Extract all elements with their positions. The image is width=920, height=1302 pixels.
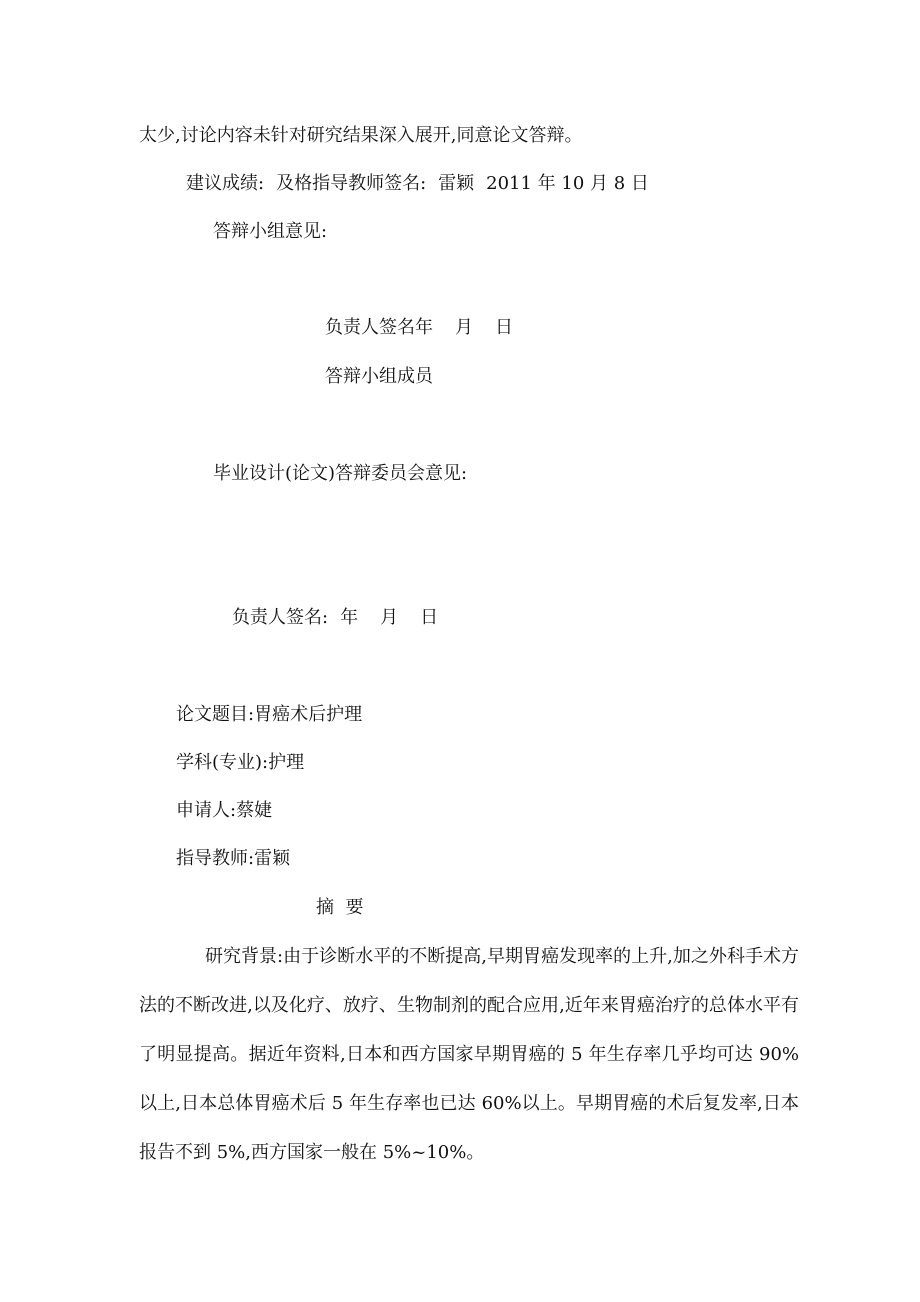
committee-day: 日 — [420, 607, 439, 628]
thesis-subject: 学科(专业):护理 — [176, 752, 305, 773]
advisor-sign-label: 指导教师签名: — [312, 173, 427, 194]
committee-leader-sign-line — [232, 606, 438, 630]
committee-month: 月 — [380, 607, 399, 628]
defense-group-month: 月 — [455, 317, 473, 338]
defense-group-opinion-label: 答辩小组意见: — [213, 221, 328, 242]
abstract-paragraph: 研究背景:由于诊断水平的不断提高,早期胃癌发现率的上升,加之外科手术方法的不断改进,以及化疗、放疗、生物制剂的配合应用,近年来胃癌治疗的总体水平有了明显提高。据近年资料,日本和西方国家早期胃癌的 5 年生存率几乎均可达 90%以上,日本总体胃癌术后 5 年生存率也已达 60%以上。早期胃癌的术后复发率,日本报告不到 5%,西方国家一般在 5%~10%。 — [139, 946, 799, 1163]
review-date: 2011 年 10 月 8 日 — [486, 173, 649, 194]
review-continuation-text: 太少,讨论内容未针对研究结果深入展开,同意论文答辩。 — [139, 125, 583, 146]
thesis-applicant: 申请人:蔡婕 — [176, 800, 273, 821]
thesis-title: 论文题目:胃癌术后护理 — [176, 704, 363, 725]
defense-group-leader-sign-line — [325, 316, 513, 340]
grade-line — [186, 172, 649, 196]
advisor-name: 雷颖 — [438, 173, 475, 194]
thesis-advisor: 指导教师:雷颖 — [176, 848, 291, 869]
committee-opinion-label: 毕业设计(论文)答辩委员会意见: — [213, 463, 468, 484]
committee-leader-sign: 负责人签名: — [232, 607, 329, 628]
committee-year: 年 — [340, 607, 359, 628]
defense-group-members-label: 答辩小组成员 — [325, 366, 433, 387]
grade-label: 建议成绩: — [186, 173, 265, 194]
abstract-heading: 摘 要 — [316, 897, 364, 918]
defense-group-leader-sign: 负责人签名年 — [325, 317, 433, 338]
defense-group-day: 日 — [495, 317, 513, 338]
grade-value: 及格 — [276, 173, 313, 194]
